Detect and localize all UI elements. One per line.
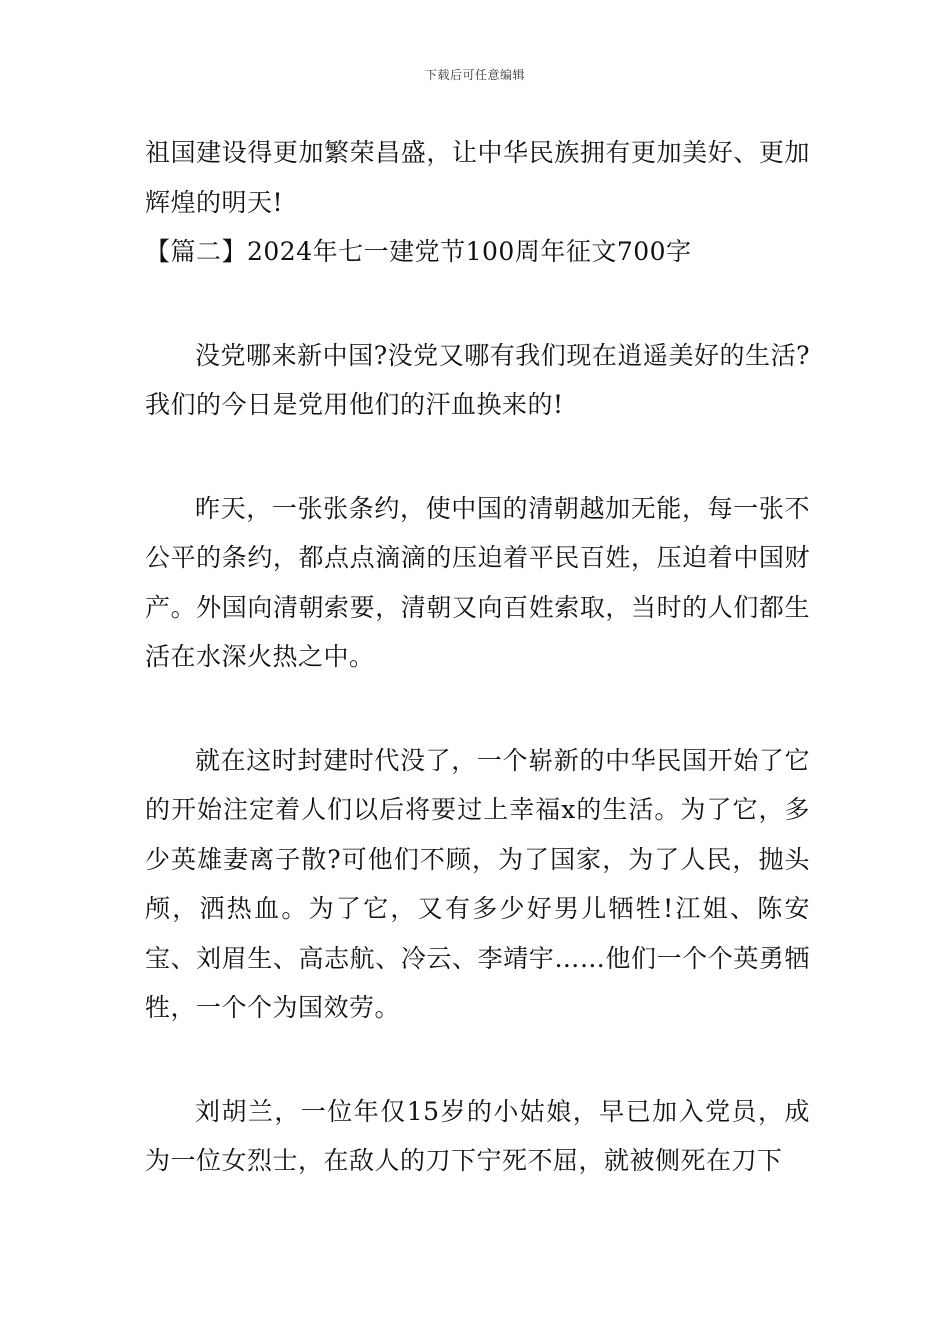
document-body: [145, 128, 810, 1186]
paragraph-1: 没党哪来新中国?没党又哪有我们现在逍遥美好的生活?我们的今日是党用他们的汗血换来的!: [145, 340, 810, 419]
paragraph-3: 就在这时封建时代没了，一个崭新的中华民国开始了它的开始注定着人们以后将要过上幸福x的生活。为了它，多少英雄妻离子散?可他们不顾，为了国家，为了人民，抛头颅，洒热血。为了它，又有多少好男儿牺牲!江姐、陈安宝、刘眉生、高志航、冷云、李靖宇……他们一个个英勇牺牲，一个个为国效劳。: [145, 745, 810, 1022]
paragraph-2: 昨天，一张张条约，使中国的清朝越加无能，每一张不公平的条约，都点点滴滴的压迫着平民百姓，压迫着中国财产。外国向清朝索要，清朝又向百姓索取，当时的人们都生活在水深火热之中。: [145, 493, 810, 671]
paragraph-continuation: 祖国建设得更加繁荣昌盛，让中华民族拥有更加美好、更加辉煌的明天!: [145, 138, 810, 217]
header-note: 下载后可任意编辑: [424, 68, 525, 82]
section-heading: 【篇二】2024年七一建党节100周年征文700字: [145, 237, 692, 266]
paragraph-4: 刘胡兰，一位年仅15岁的小姑娘，早已加入党员，成为一位女烈士，在敌人的刀下宁死不屈，就被侧死在刀下: [145, 1096, 810, 1175]
